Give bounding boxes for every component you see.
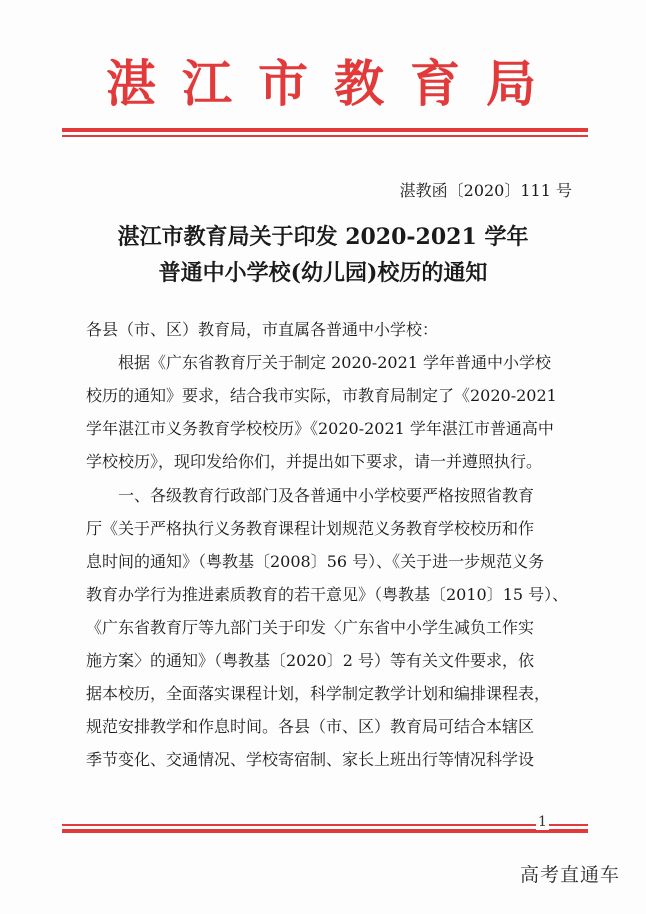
- paragraph-line: 根据《广东省教育厅关于制定 2020-2021 学年普通中小学校: [118, 353, 552, 372]
- paragraph-line: 厅《关于严格执行义务教育课程计划规范义务教育学校校历和作: [86, 519, 535, 538]
- paragraph-1: [86, 346, 576, 478]
- document-title-line-1: 湛江市教育局关于印发 2020-2021 学年: [117, 224, 529, 250]
- document-title-line-2: 普通中小学校(幼儿园)校历的通知: [158, 260, 488, 286]
- paragraph-2: [86, 479, 576, 776]
- letterhead-thick-rule: [62, 128, 588, 132]
- paragraph-line: 学年湛江市义务教育学校校历》《2020-2021 学年湛江市普通高中: [86, 419, 554, 438]
- paragraph-line: 《广东省教育厅等九部门关于印发〈广东省中小学生减负工作实: [86, 618, 535, 637]
- letterhead-thin-rule: [62, 135, 588, 137]
- paragraph-line: 息时间的通知》（粤教基〔2008〕56 号）、《关于进一步规范义务: [86, 552, 545, 571]
- footer-thin-rule: [62, 824, 588, 826]
- paragraph-line: 一、各级教育行政部门及各普通中小学校要严格按照省教育: [118, 486, 535, 505]
- paragraph-line: 据本校历，全面落实课程计划，科学制定教学计划和编排课程表，: [86, 684, 551, 703]
- page-number: 1: [538, 814, 547, 830]
- paragraph-line: 规范安排教学和作息时间。各县（市、区）教育局可结合本辖区: [86, 717, 535, 736]
- footer-thick-rule: [62, 829, 588, 833]
- salutation-line: 各县（市、区）教育局，市直属各普通中小学校：: [86, 320, 439, 339]
- paragraph-line: 学校校历》，现印发给你们，并提出如下要求，请一并遵照执行。: [86, 452, 543, 471]
- watermark-text: 高考直通车: [519, 864, 620, 886]
- document-number: 湛教函〔2020〕111 号: [399, 181, 572, 200]
- agency-letterhead-title: 湛江市教育局: [106, 54, 562, 113]
- salutation: [86, 313, 576, 346]
- paragraph-line: 施方案〉的通知》（粤教基〔2020〕2 号）等有关文件要求，依: [86, 651, 534, 670]
- paragraph-line: 季节变化、交通情况、学校寄宿制、家长上班出行等情况科学设: [86, 750, 535, 769]
- paragraph-line: 教育办学行为推进素质教育的若干意见》（粤教基〔2010〕15 号）、: [86, 585, 569, 604]
- paragraph-line: 校历的通知》要求，结合我市实际，市教育局制定了《2020-2021: [86, 386, 557, 405]
